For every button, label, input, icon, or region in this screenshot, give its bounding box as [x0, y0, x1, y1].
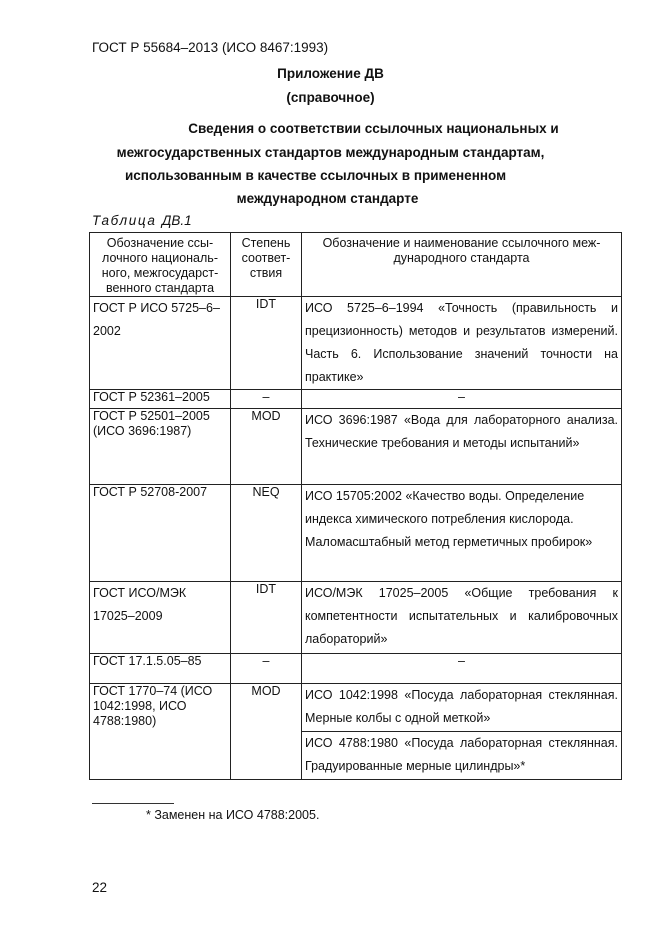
- table-row: [90, 297, 622, 390]
- cell-national: ГОСТ Р 52708-2007: [90, 485, 231, 582]
- cell-national: ГОСТ Р 52361–2005: [90, 390, 231, 409]
- cell-international: ИСО/МЭК 17025–2005 «Общие требования к компетентности испытательных и калибровочных лабораторий»: [302, 582, 622, 654]
- caption-line-2: межгосударственных стандартов международным стандартам,: [116, 145, 545, 160]
- footnote-divider: [92, 803, 174, 804]
- header-degree: Степень соответ-ствия: [231, 233, 302, 297]
- cell-degree: MOD: [231, 684, 302, 780]
- table-label-prefix: Таблица: [92, 213, 157, 228]
- table-header-row: [90, 233, 622, 297]
- cell-degree: NEQ: [231, 485, 302, 582]
- appendix-subtitle: (справочное): [286, 90, 375, 105]
- cell-degree: –: [231, 390, 302, 409]
- table-row: [90, 654, 622, 684]
- header-national-standard: Обозначение ссы-лочного националь-ного, межгосударст-венного стандарта: [90, 233, 231, 297]
- cell-international: ИСО 1042:1998 «Посуда лабораторная стеклянная. Мерные колбы с одной меткой»: [302, 684, 622, 732]
- appendix-title: Приложение ДВ: [277, 66, 384, 81]
- cell-international: ИСО 5725–6–1994 «Точность (правильность и прецизионность) методов и результатов измерений. Часть 6. Использование значений точности на практике»: [302, 297, 622, 390]
- table-row: [90, 409, 622, 485]
- caption-line-1: Сведения о соответствии ссылочных национальных и: [188, 121, 559, 136]
- correspondence-table: [89, 232, 622, 780]
- caption-line-3: использованным в качестве ссылочных в примененном: [124, 168, 507, 183]
- table-row: [90, 582, 622, 654]
- cell-international: –: [302, 654, 622, 684]
- cell-international-2: ИСО 4788:1980 «Посуда лабораторная стеклянная. Градуированные мерные цилиндры»*: [302, 732, 622, 780]
- cell-national: ГОСТ ИСО/МЭК 17025–2009: [90, 582, 231, 654]
- table-row: [90, 684, 622, 732]
- cell-international: ИСО 15705:2002 «Качество воды. Определение индекса химического потребления кислорода. Маломасштабный метод герметичных пробирок»: [302, 485, 622, 582]
- cell-international: –: [302, 390, 622, 409]
- footnote: * Заменен на ИСО 4788:2005.: [146, 808, 320, 822]
- page-number: 22: [92, 880, 108, 895]
- table-label: [92, 213, 192, 228]
- cell-national: ГОСТ Р 52501–2005 (ИСО 3696:1987): [90, 409, 231, 485]
- header-international-standard: Обозначение и наименование ссылочного меж-дународного стандарта: [302, 233, 622, 297]
- cell-national: ГОСТ Р ИСО 5725–6–2002: [90, 297, 231, 390]
- table-row: [90, 390, 622, 409]
- cell-degree: IDT: [231, 297, 302, 390]
- table-label-number: ДВ.1: [161, 213, 192, 228]
- cell-degree: MOD: [231, 409, 302, 485]
- cell-degree: IDT: [231, 582, 302, 654]
- cell-international: ИСО 3696:1987 «Вода для лабораторного анализа. Технические требования и методы испытаний»: [302, 409, 622, 485]
- caption-line-4: международном стандарте: [236, 191, 419, 206]
- table-row: [90, 485, 622, 582]
- cell-national: ГОСТ 17.1.5.05–85: [90, 654, 231, 684]
- document-code-header: ГОСТ Р 55684–2013 (ИСО 8467:1993): [92, 40, 329, 55]
- cell-degree: –: [231, 654, 302, 684]
- cell-national: ГОСТ 1770–74 (ИСО 1042:1998, ИСО 4788:1980): [90, 684, 231, 780]
